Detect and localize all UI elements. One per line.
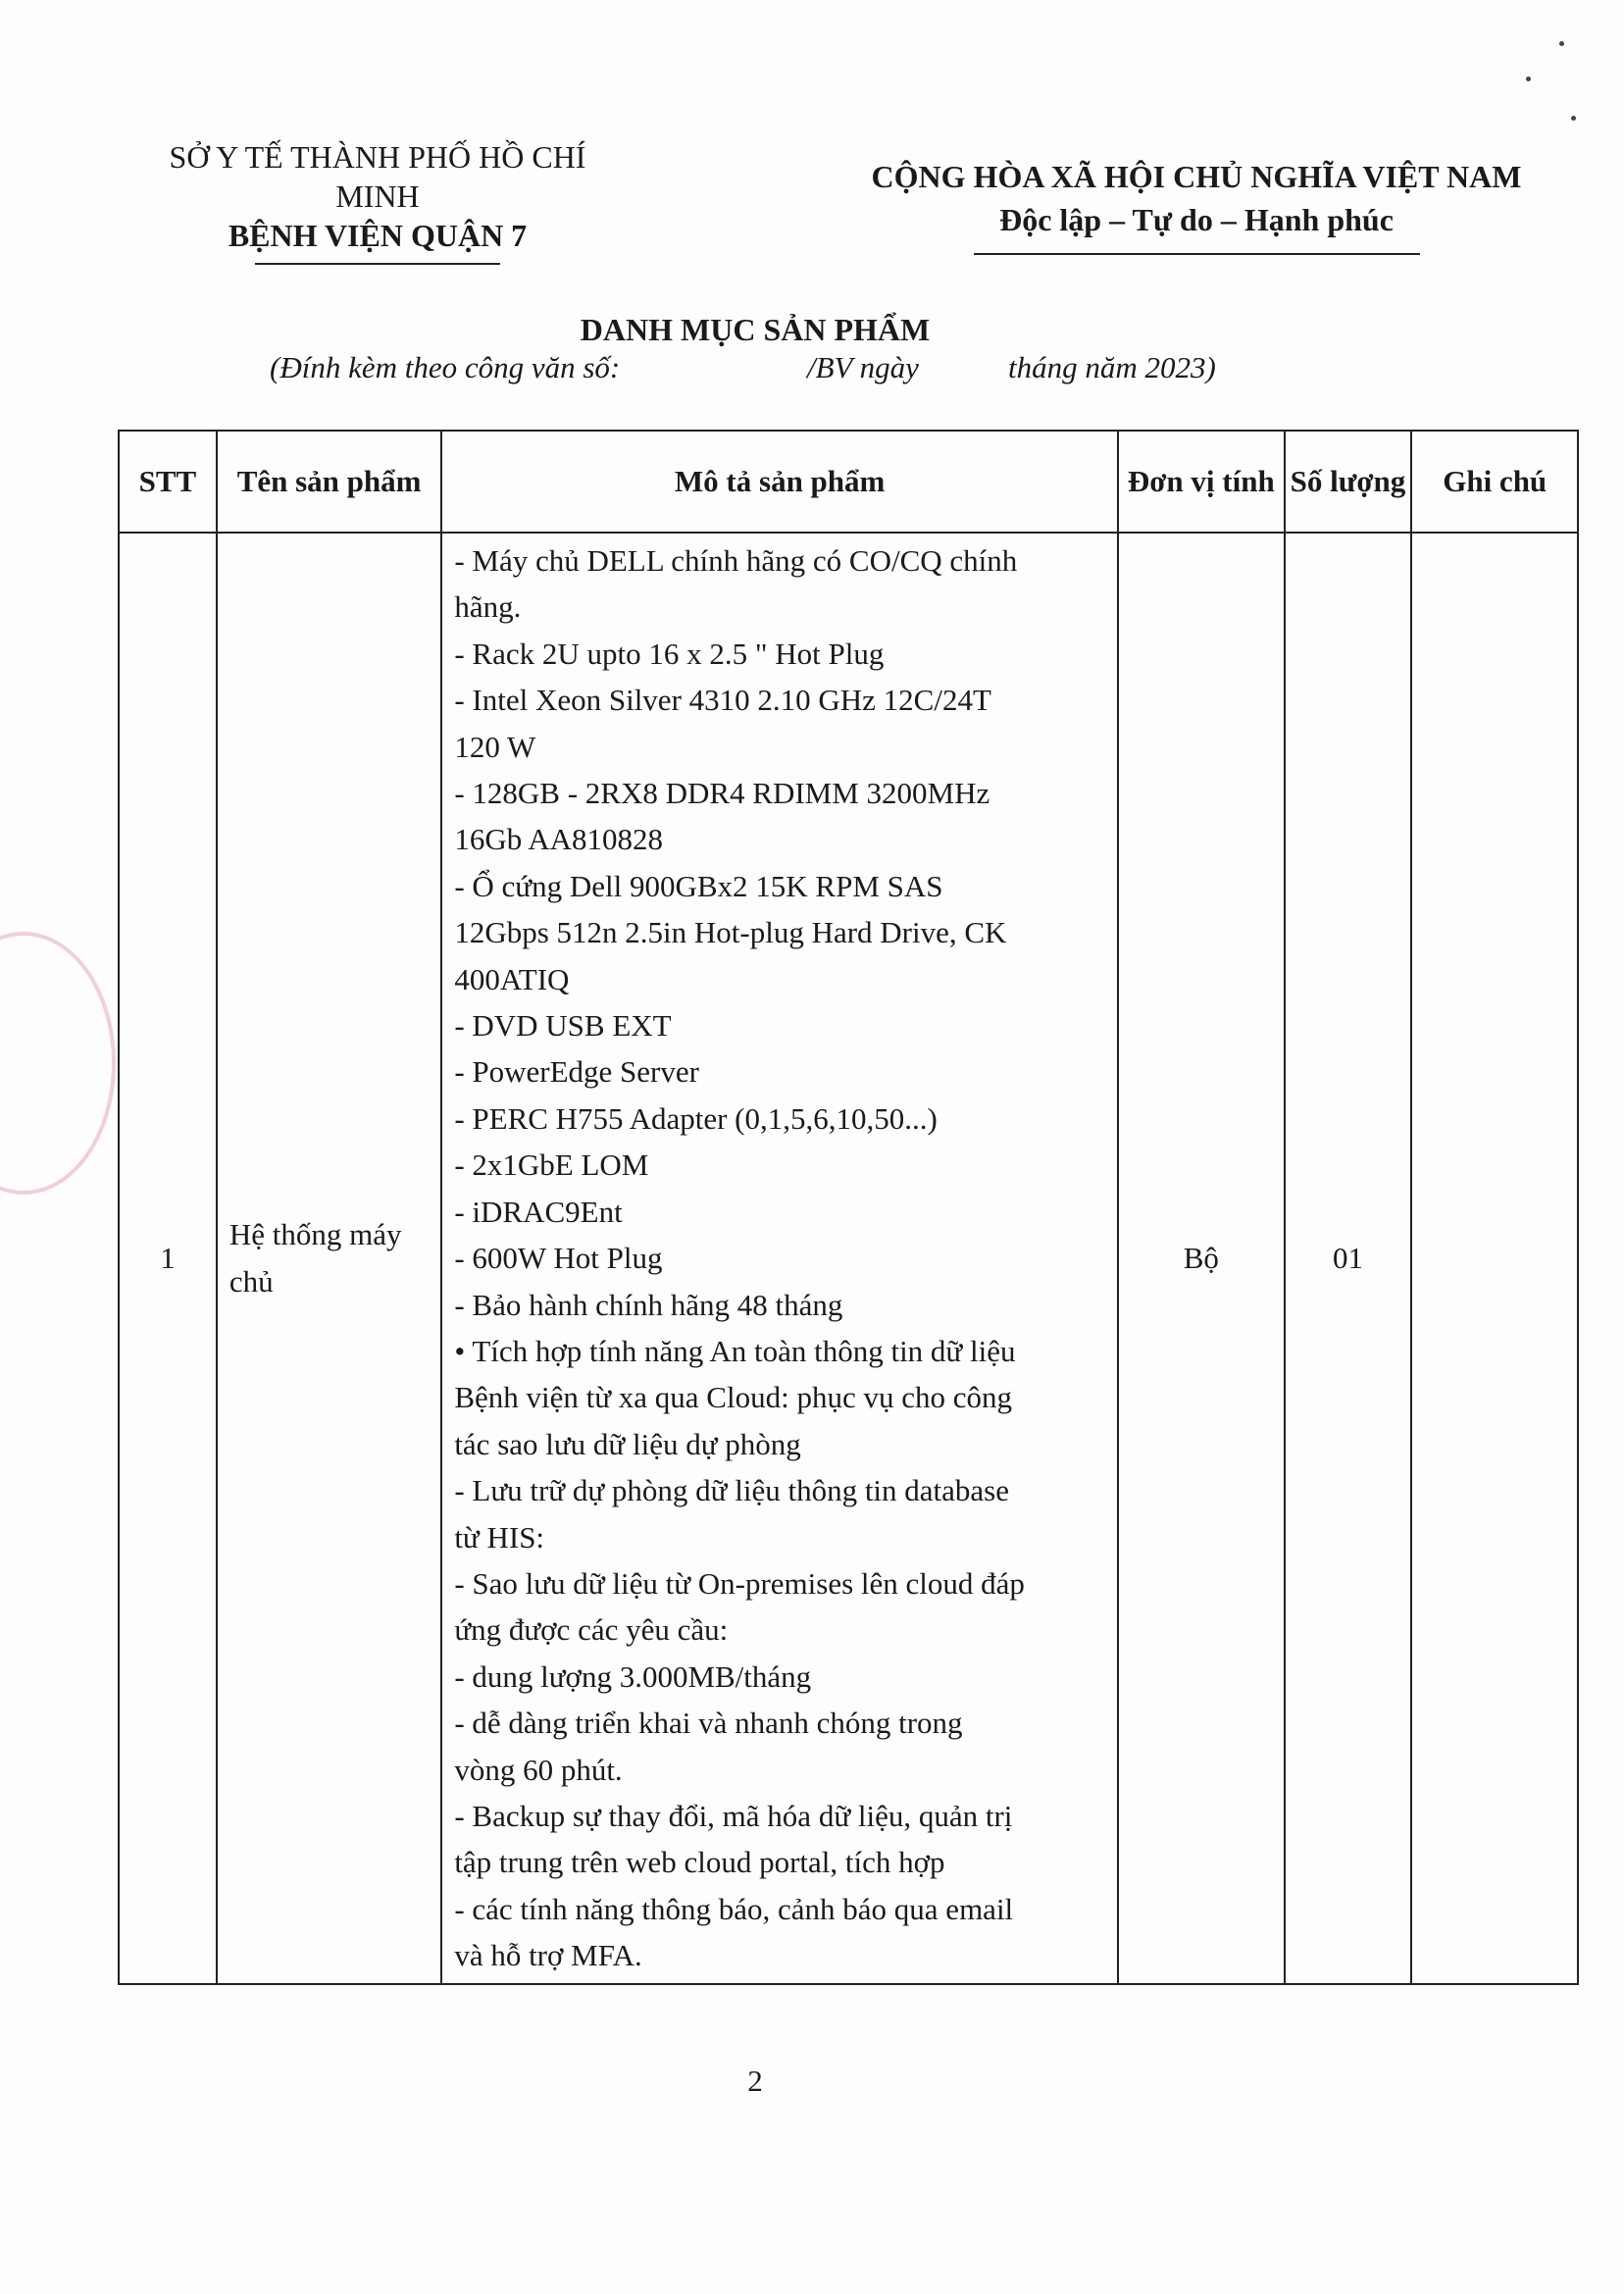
- description-lines: [454, 537, 1107, 1979]
- scan-speck: [1526, 76, 1531, 81]
- scan-speck: [1559, 41, 1564, 46]
- subtitle-part-2: /BV ngày: [807, 350, 919, 384]
- description-line: - Sao lưu dữ liệu từ On-premises lên cloud đáp: [454, 1565, 1025, 1601]
- description-line: hãng.: [454, 589, 522, 625]
- subtitle-part-3: tháng năm 2023): [1008, 350, 1216, 384]
- description-line: vòng 60 phút.: [454, 1752, 623, 1787]
- cell-stt: 1: [119, 533, 217, 1984]
- description-line: - Intel Xeon Silver 4310 2.10 GHz 12C/24T: [454, 683, 991, 718]
- description-line: 120 W: [454, 729, 536, 764]
- description-line: Bệnh viện từ xa qua Cloud: phục vụ cho công: [454, 1380, 1012, 1415]
- description-line: - iDRAC9Ent: [454, 1194, 623, 1229]
- description-line: - DVD USB EXT: [454, 1008, 672, 1044]
- subtitle-part-1: (Đính kèm theo công văn số:: [270, 350, 621, 384]
- cell-unit: Bộ: [1118, 533, 1285, 1984]
- description-line: 400ATIQ: [454, 961, 570, 996]
- motto: Độc lập – Tự do – Hạnh phúc: [999, 202, 1394, 237]
- description-line: - 600W Hot Plug: [454, 1241, 663, 1276]
- description-line: - Máy chủ DELL chính hãng có CO/CQ chính: [454, 543, 1018, 578]
- product-table: [118, 430, 1579, 1985]
- description-line: - 128GB - 2RX8 DDR4 RDIMM 3200MHz: [454, 776, 990, 811]
- cell-note: [1411, 533, 1578, 1984]
- cell-description: [441, 533, 1118, 1984]
- table-header-row: [119, 431, 1578, 533]
- header-product-name: Tên sản phẩm: [217, 431, 441, 533]
- cell-product-name: Hệ thống máy chủ: [217, 533, 441, 1984]
- description-line: - dễ dàng triển khai và nhanh chóng trong: [454, 1706, 963, 1741]
- country-name: CỘNG HÒA XÃ HỘI CHỦ NGHĨA VIỆT NAM: [871, 159, 1522, 194]
- header-note: Ghi chú: [1411, 431, 1578, 533]
- description-line: • Tích hợp tính năng An toàn thông tin dữ liệu: [454, 1333, 1016, 1368]
- description-line: tác sao lưu dữ liệu dự phòng: [454, 1426, 801, 1461]
- header-unit: Đơn vị tính: [1118, 431, 1285, 533]
- description-line: và hỗ trợ MFA.: [454, 1938, 642, 1973]
- description-line: - Rack 2U upto 16 x 2.5 " Hot Plug: [454, 636, 885, 671]
- cell-quantity: 01: [1285, 533, 1412, 1984]
- description-line: - các tính năng thông báo, cảnh báo qua email: [454, 1891, 1014, 1926]
- hospital-name: BỆNH VIỆN QUẬN 7: [228, 218, 528, 253]
- description-line: - Backup sự thay đổi, mã hóa dữ liệu, quản trị: [454, 1798, 1013, 1833]
- red-stamp-mark: [0, 932, 116, 1195]
- description-line: - dung lượng 3.000MB/tháng: [454, 1658, 812, 1694]
- description-line: - PERC H755 Adapter (0,1,5,6,10,50...): [454, 1100, 938, 1136]
- department-name: SỞ Y TẾ THÀNH PHỐ HỒ CHÍ MINH: [169, 139, 586, 214]
- table-row: [119, 533, 1578, 1984]
- description-line: ứng được các yêu cầu:: [454, 1612, 729, 1648]
- header-underline: [255, 263, 500, 265]
- description-line: 16Gb AA810828: [454, 822, 664, 857]
- motto-underline: [974, 253, 1420, 255]
- header-quantity: Số lượng: [1285, 431, 1412, 533]
- description-line: - PowerEdge Server: [454, 1054, 699, 1090]
- issuer-header: [147, 137, 608, 265]
- description-line: từ HIS:: [454, 1519, 545, 1555]
- description-line: - Lưu trữ dự phòng dữ liệu thông tin database: [454, 1473, 1010, 1508]
- scan-speck: [1571, 116, 1576, 121]
- description-line: - Bảo hành chính hãng 48 tháng: [454, 1287, 843, 1322]
- document-title: DANH MỤC SẢN PHẨM: [580, 312, 931, 347]
- page-number: 2: [747, 2064, 763, 2098]
- description-line: - 2x1GbE LOM: [454, 1147, 649, 1183]
- national-motto: [843, 155, 1549, 255]
- header-description: Mô tả sản phẩm: [441, 431, 1118, 533]
- header-stt: STT: [119, 431, 217, 533]
- description-line: tập trung trên web cloud portal, tích hợp: [454, 1845, 945, 1880]
- description-line: 12Gbps 512n 2.5in Hot-plug Hard Drive, CK: [454, 915, 1007, 950]
- description-line: - Ổ cứng Dell 900GBx2 15K RPM SAS: [454, 868, 943, 903]
